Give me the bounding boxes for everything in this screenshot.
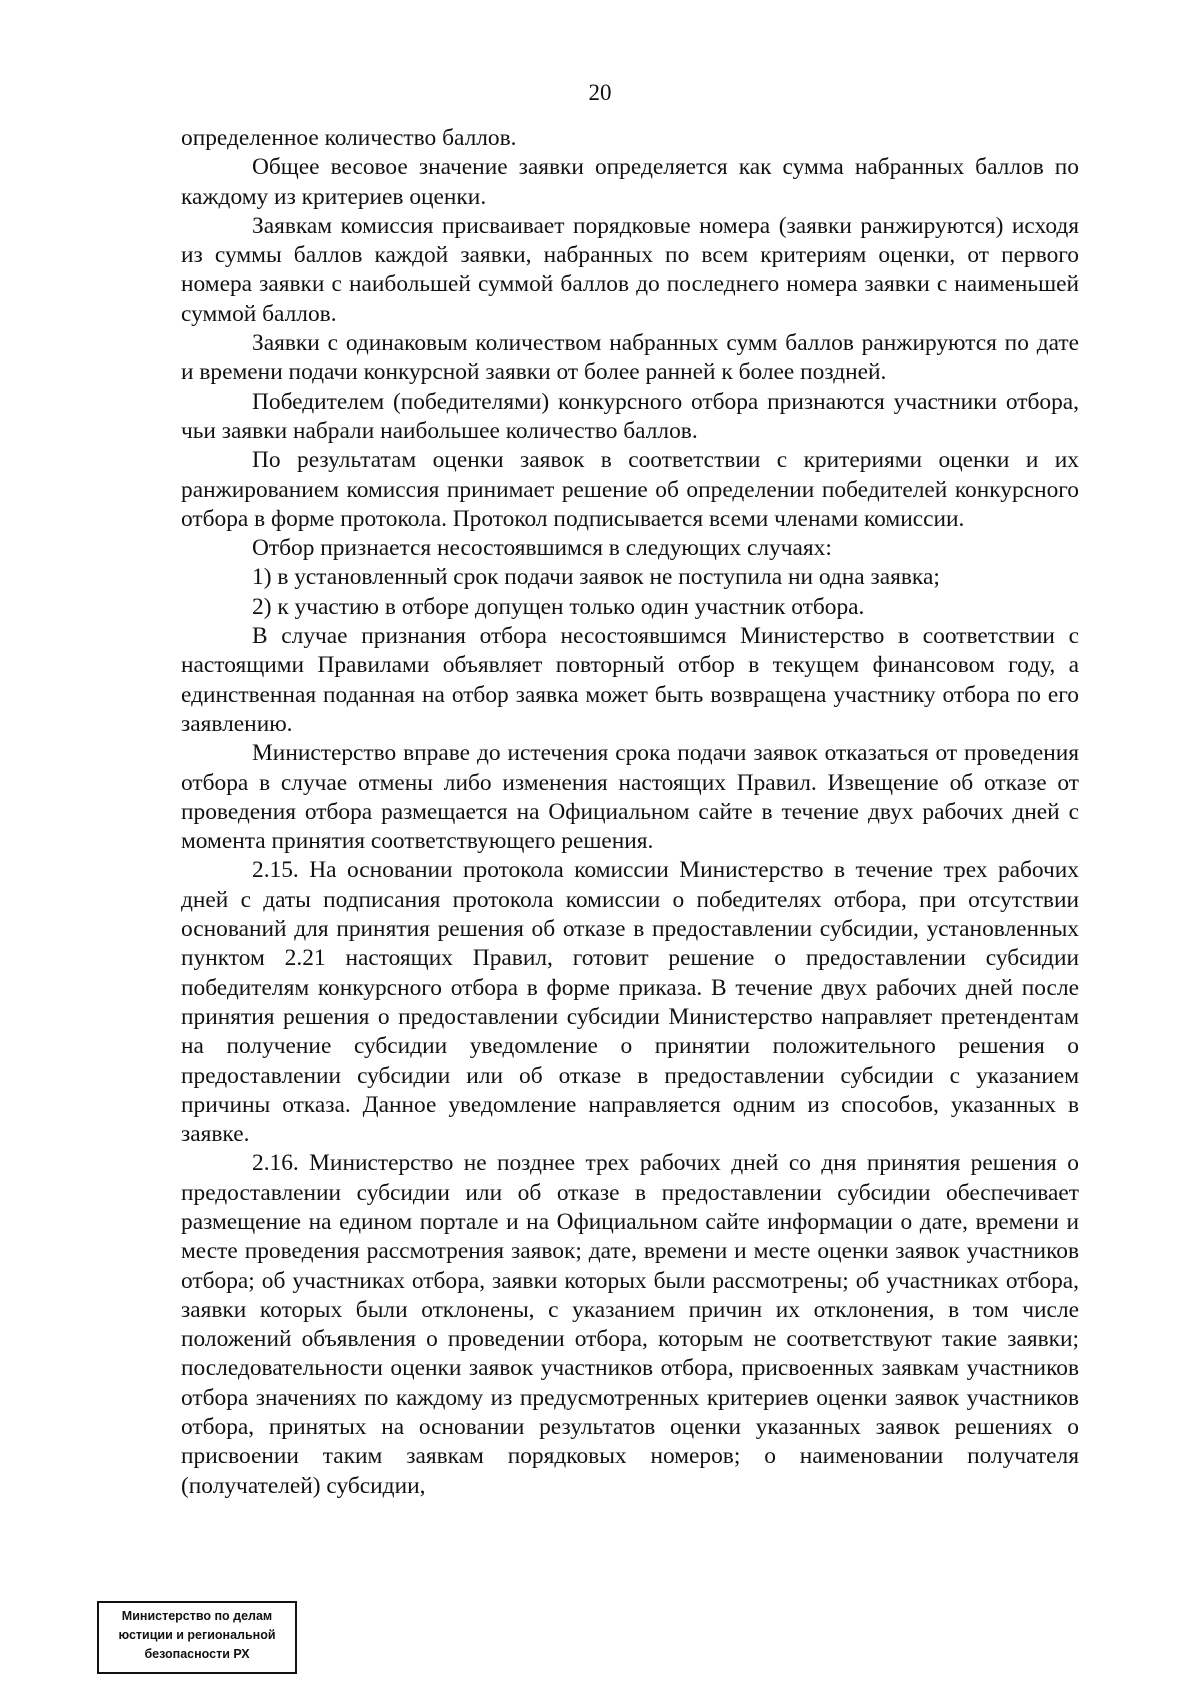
page-number: 20 (588, 80, 612, 105)
paragraph: определенное количество баллов. (181, 125, 517, 151)
paragraph: Заявкам комиссия присваивает порядковые номера (заявки ранжируются) исходя из суммы баллов каждой заявки, набранных по всем критериям оценки, от первого номера заявки с наибольшей суммой баллов до последнего номера заявки с наименьшей суммой баллов. (181, 212, 1079, 327)
paragraph: Отбор признается несостоявшимся в следующих случаях: (252, 535, 832, 562)
paragraph: Заявки с одинаковым количеством набранных сумм баллов ранжируются по дате и времени подачи конкурсной заявки от более ранней к более поздней. (181, 330, 1079, 386)
ministry-stamp (97, 1601, 297, 1674)
stamp-line: Министерство по делам (121, 1609, 273, 1623)
paragraph: По результатам оценки заявок в соответствии с критериями оценки и их ранжированием комиссия принимает решение об определении победителей конкурсного отбора в форме протокола. Протокол подписывается всеми членами комиссии. (181, 447, 1079, 532)
stamp-line: безопасности РХ (144, 1647, 250, 1661)
paragraph: Победителем (победителями) конкурсного отбора признаются участники отбора, чьи заявки набрали наибольшее количество баллов. (181, 388, 1079, 444)
stamp-line: юстиции и региональной (118, 1628, 276, 1642)
paragraph: В случае признания отбора несостоявшимся Министерство в соответствии с настоящими Правилами объявляет повторный отбор в текущем финансовом году, а единственная поданная на отбор заявка может быть возвращена участнику отбора по его заявлению. (181, 623, 1079, 737)
paragraph: Министерство вправе до истечения срока подачи заявок отказаться от проведения отбора в случае отмены либо изменения настоящих Правил. Извещение об отказе от проведения отбора размещается на Официальном сайте в течение двух рабочих дней с момента принятия соответствующего решения. (181, 740, 1079, 855)
paragraph-section-2-15: 2.15. На основании протокола комиссии Министерство в течение трех рабочих дней с даты подписания протокола комиссии о победителях отбора, при отсутствии оснований для принятия решения об отказе в предоставлении субсидии, установленных пунктом 2.21 настоящих Правил, готовит решение о предоставлении субсидии победителям конкурсного отбора в форме приказа. В течение двух рабочих дней после принятия решения о предоставлении субсидии Министерство направляет претендентам на получение субсидии уведомление о принятии положительного решения о предоставлении субсидии или об отказе в предоставлении субсидии с указанием причины отказа. Данное уведомление направляется одним из способов, указанных в заявке. (181, 857, 1079, 1148)
paragraph: 2) к участию в отборе допущен только один участник отбора. (252, 593, 865, 620)
paragraph: 1) в установленный срок подачи заявок не поступила ни одна заявка; (252, 564, 940, 591)
paragraph: Общее весовое значение заявки определяется как сумма набранных баллов по каждому из критериев оценки. (181, 154, 1079, 210)
paragraph-section-2-16: 2.16. Министерство не позднее трех рабочих дней со дня принятия решения о предоставлении субсидии или об отказе в предоставлении субсидии обеспечивает размещение на едином портале и на Официальном сайте информации о дате, времени и месте проведения рассмотрения заявок; дате, времени и месте оценки заявок участников отбора; об участниках отбора, заявки которых были рассмотрены; об участниках отбора, заявки которых были отклонены, с указанием причин их отклонения, в том числе положений объявления о проведении отбора, которым не соответствуют такие заявки; последовательности оценки заявок участников отбора, присвоенных заявкам участников отбора значениях по каждому из предусмотренных критериев оценки заявок участников отбора, принятых на основании результатов оценки указанных заявок решениях о присвоении таким заявкам порядковых номеров; о наименовании получателя (получателей) субсидии, (181, 1150, 1079, 1499)
document-body (181, 124, 1079, 1501)
